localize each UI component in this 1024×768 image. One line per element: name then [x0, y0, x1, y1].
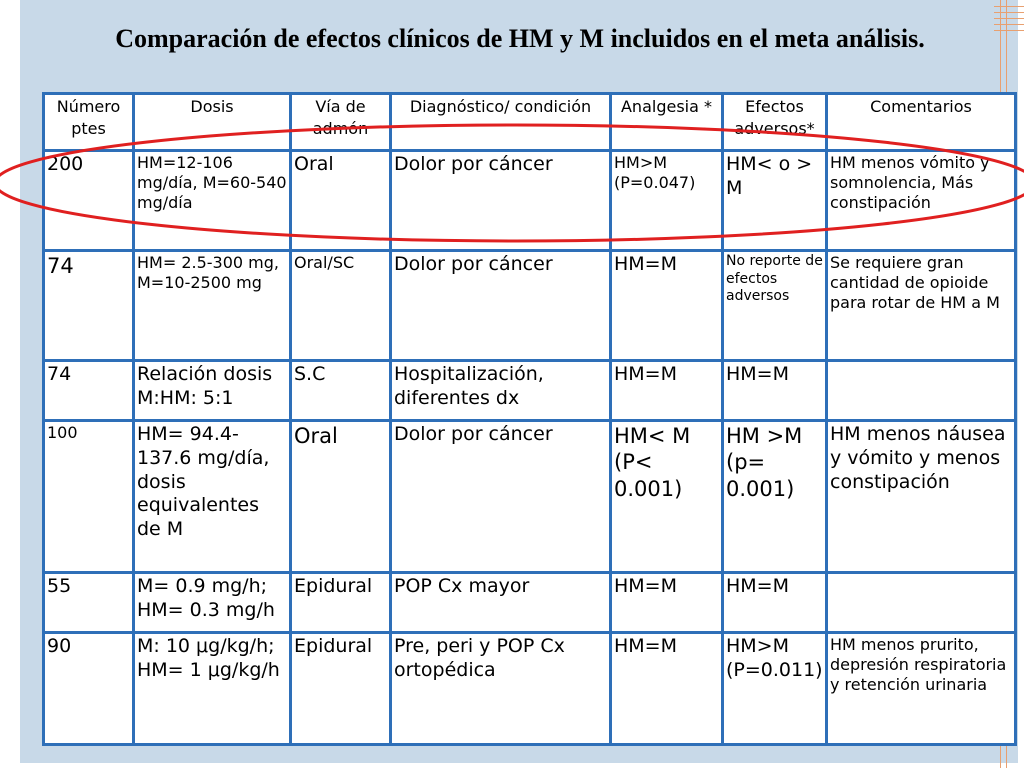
- cell-adverse-effects: HM=M: [723, 361, 827, 421]
- cell-diagnosis: POP Cx mayor: [391, 573, 611, 633]
- slide-title: Comparación de efectos clínicos de HM y M incluidos en el meta análisis.: [115, 24, 925, 53]
- cell-comments: [827, 573, 1016, 633]
- cell-dose: M= 0.9 mg/h; HM= 0.3 mg/h: [134, 573, 291, 633]
- cell-comments: HM menos prurito, depresión respiratoria y retención urinaria: [827, 633, 1016, 745]
- header-analgesia: Analgesia *: [611, 94, 723, 151]
- table-row: [44, 361, 1016, 421]
- header-numero-ptes: Número ptes: [44, 94, 134, 151]
- cell-diagnosis: Dolor por cáncer: [391, 421, 611, 573]
- cell-route: Oral: [291, 151, 391, 251]
- cell-comments: HM menos vómito y somnolencia, Más constipación: [827, 151, 1016, 251]
- header-comentarios: Comentarios: [827, 94, 1016, 151]
- cell-dose: HM=12-106 mg/día, M=60-540 mg/día: [134, 151, 291, 251]
- cell-adverse-effects: HM< o > M: [723, 151, 827, 251]
- cell-route: Oral: [291, 421, 391, 573]
- table-row: [44, 421, 1016, 573]
- header-efectos-adversos: Efectos adversos*: [723, 94, 827, 151]
- cell-patients: 74: [44, 361, 134, 421]
- cell-patients: 100: [44, 421, 134, 573]
- cell-analgesia: HM=M: [611, 251, 723, 361]
- cell-route: S.C: [291, 361, 391, 421]
- cell-dose: Relación dosis M:HM: 5:1: [134, 361, 291, 421]
- cell-patients: 74: [44, 251, 134, 361]
- cell-diagnosis: Hospitalización, diferentes dx: [391, 361, 611, 421]
- cell-diagnosis: Dolor por cáncer: [391, 251, 611, 361]
- cell-adverse-effects: HM=M: [723, 573, 827, 633]
- cell-adverse-effects: HM >M (p= 0.001): [723, 421, 827, 573]
- cell-route: Epidural: [291, 633, 391, 745]
- header-via-admon: Vía de admón: [291, 94, 391, 151]
- cell-adverse-effects: HM>M (P=0.011): [723, 633, 827, 745]
- cell-dose: HM= 94.4-137.6 mg/día, dosis equivalentes de M: [134, 421, 291, 573]
- cell-adverse-effects: No reporte de efectos adversos: [723, 251, 827, 361]
- table-row: [44, 151, 1016, 251]
- table-header-row: [44, 94, 1016, 151]
- cell-analgesia: HM=M: [611, 361, 723, 421]
- cell-patients: 90: [44, 633, 134, 745]
- cell-diagnosis: Pre, peri y POP Cx ortopédica: [391, 633, 611, 745]
- cell-comments: Se requiere gran cantidad de opioide para rotar de HM a M: [827, 251, 1016, 361]
- cell-route: Oral/SC: [291, 251, 391, 361]
- comparison-table: [42, 92, 1017, 746]
- cell-diagnosis: Dolor por cáncer: [391, 151, 611, 251]
- cell-dose: HM= 2.5-300 mg, M=10-2500 mg: [134, 251, 291, 361]
- cell-patients: 200: [44, 151, 134, 251]
- cell-route: Epidural: [291, 573, 391, 633]
- cell-patients: 55: [44, 573, 134, 633]
- header-dosis: Dosis: [134, 94, 291, 151]
- table-row: [44, 633, 1016, 745]
- cell-comments: [827, 361, 1016, 421]
- cell-dose: M: 10 μg/kg/h; HM= 1 μg/kg/h: [134, 633, 291, 745]
- cell-analgesia: HM=M: [611, 633, 723, 745]
- table-row: [44, 251, 1016, 361]
- table-row: [44, 573, 1016, 633]
- cell-analgesia: HM>M (P=0.047): [611, 151, 723, 251]
- header-diagnostico: Diagnóstico/ condición: [391, 94, 611, 151]
- cell-comments: HM menos náusea y vómito y menos constipación: [827, 421, 1016, 573]
- cell-analgesia: HM< M (P< 0.001): [611, 421, 723, 573]
- cell-analgesia: HM=M: [611, 573, 723, 633]
